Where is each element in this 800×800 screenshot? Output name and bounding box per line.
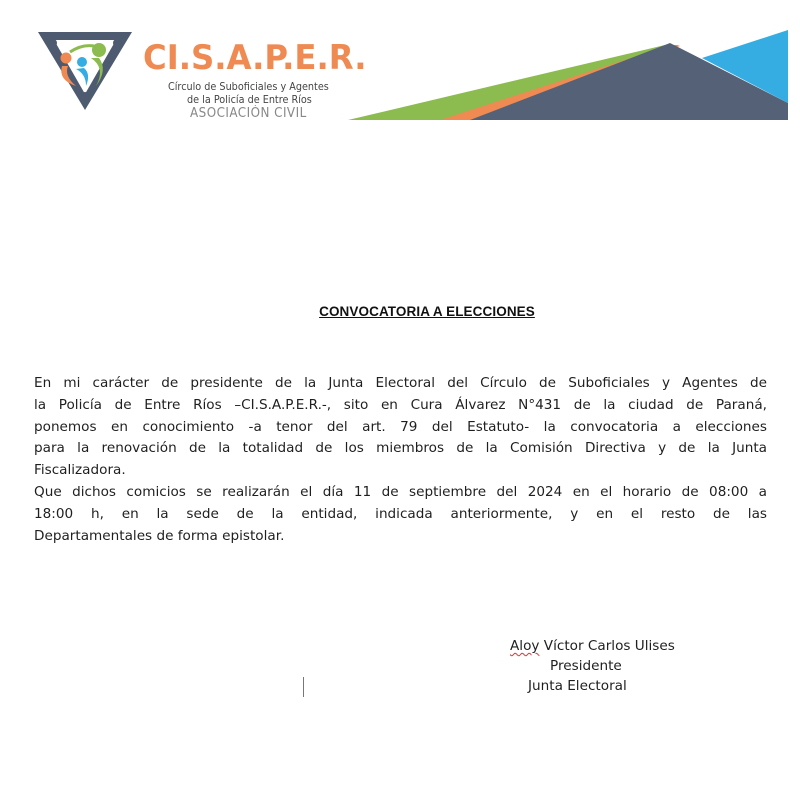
- paragraph-election-details: [34, 482, 767, 547]
- text-line: En mi carácter de presidente de la Junta Electoral del Círculo de Suboficiales y Agentes de: [34, 375, 767, 391]
- text-line: Fiscalizadora.: [34, 462, 126, 479]
- signatory-body: Junta Electoral: [528, 678, 627, 694]
- paragraph-convocation: [34, 373, 767, 482]
- text-line: para la renovación de la totalidad de los miembros de la Comisión Directiva y de la Junta: [34, 440, 767, 457]
- text-line: Que dichos comicios se realizarán el día 11 de septiembre del 2024 en el horario de 08:00 a: [34, 483, 767, 500]
- text-line: ponemos en conocimiento -a tenor del art. 79 del Estatuto- la convocatoria a elecciones: [34, 418, 767, 435]
- document-title: CONVOCATORIA A ELECCIONES: [319, 304, 535, 319]
- signatory-role: Presidente: [550, 658, 622, 674]
- brand-subtitle-line1: Círculo de Suboficiales y Agentes: [168, 81, 329, 93]
- logo-triangle-icon: [36, 28, 134, 112]
- signature-block: [486, 636, 726, 696]
- brand-subtitle-line2: de la Policía de Entre Ríos: [187, 94, 312, 106]
- text-line: 18:00 h, en la sede de la entidad, indicada anteriormente, y en el resto de las: [34, 505, 767, 522]
- text-line: la Policía de Entre Ríos –CI.S.A.P.E.R.-, sito en Cura Álvarez N°431 de la ciudad de Paraná,: [34, 396, 767, 413]
- letterhead: [0, 0, 800, 130]
- signatory-surname: Aloy: [510, 638, 540, 654]
- brand-name: CI.S.A.P.E.R.: [143, 38, 367, 78]
- brand-tagline: ASOCIACIÓN CIVIL: [190, 106, 307, 121]
- signatory-given-names: Víctor Carlos Ulises: [539, 638, 675, 654]
- text-line: Departamentales de forma epistolar.: [34, 527, 285, 544]
- signatory-name: [486, 636, 726, 656]
- document-body: [34, 373, 767, 547]
- text-cursor: [303, 677, 304, 697]
